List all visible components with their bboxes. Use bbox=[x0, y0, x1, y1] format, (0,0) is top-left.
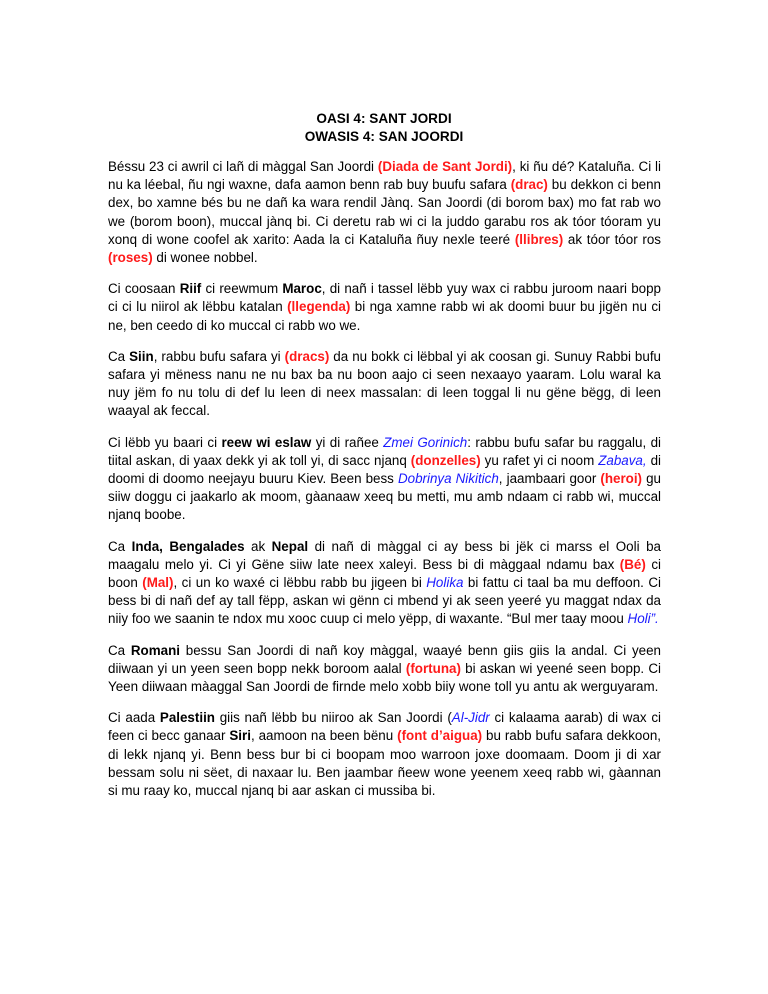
text-run: ak tóor tóor ros bbox=[563, 231, 661, 247]
highlight-term: (Diada de Sant Jordi) bbox=[377, 159, 513, 174]
text-run: yu rafet yi ci noom bbox=[480, 452, 599, 468]
bold-term: Romani bbox=[130, 642, 180, 658]
text-run: di nañ di màggal ci ay bess bi jëk ci marss el Ooli ba maagalu melo yi. Ci yi Gëne siiw late neex xaleyi. Bess bi di màggaal ndamu bax bbox=[108, 538, 661, 572]
title-block bbox=[0, 110, 768, 146]
text-run: bessu San Joordi di nañ koy màggal, waayé benn giis giis la andal. Ci yeen diiwaan yi un yeen seen bopp nekk boroom aalal bbox=[108, 642, 661, 676]
highlight-term: (dracs) bbox=[284, 348, 330, 364]
text-run: di wonee nobbel. bbox=[152, 250, 258, 266]
highlight-term: (roses) bbox=[108, 250, 153, 266]
paragraph bbox=[108, 348, 661, 421]
highlight-term: (font d’aigua) bbox=[397, 728, 483, 744]
italic-name: Zmei Gorinich bbox=[383, 434, 468, 450]
text-run: gu siiw doggu ci jaakarlo ak moom, gàanaaw xeeq bu metti, mu amb ndaam ci rabb wi, muccal njanq boobe. bbox=[108, 471, 661, 523]
bold-term: Siin bbox=[129, 348, 154, 364]
highlight-term: (donzelles) bbox=[410, 452, 481, 468]
text-run: Ci lëbb yu baari ci bbox=[108, 434, 222, 450]
text-run: di doomi di doomo neejayu buuru Kiev. Been bess bbox=[108, 452, 661, 487]
bold-term: Siri bbox=[229, 728, 251, 744]
paragraph bbox=[108, 709, 661, 800]
bold-term: Palestiin bbox=[159, 710, 215, 726]
text-run: bi askan wi yeené seen bopp. Ci Yeen diiwaan màaggal San Joordi de firnde melo xobb biiy wone toll yu antu ak werguyaram. bbox=[108, 660, 661, 695]
text-run: , ki ñu dé? Kataluña. Ci li nu ka léebal, ñu ngi waxne, dafa aamon benn rab buy buufu safara bbox=[108, 159, 661, 193]
text-run: giis nañ lëbb bu niiroo ak San Joordi ( bbox=[214, 710, 452, 726]
bold-term: reew wi eslaw bbox=[221, 434, 312, 450]
italic-name: Al-Jidr bbox=[451, 710, 490, 726]
italic-name: Holi”. bbox=[627, 611, 659, 627]
text-run: bi fattu ci taal ba mu deffoon. Ci bess bi di nañ def ay tall fëpp, askan wi gënn ci mbend yi ak seen yeeré yu maggat ndax da niiy foo we saanin te ndox mu xooc cuup ci melo yëpp, di waxante. “Bul mer taay moou bbox=[108, 575, 661, 627]
highlight-term: (drac) bbox=[510, 177, 548, 193]
text-run: bi nga xamne rabb wi ak doomi buur bu jigën nu ci ne, ben ceedo di ko muccal ci rabb wo we. bbox=[108, 299, 661, 333]
highlight-term: (fortuna) bbox=[405, 660, 461, 676]
text-run: : rabbu bufu safar bu raggalu, di tiital askan, di yaax dekk yi ak toll yi, di sacc njanq bbox=[108, 434, 661, 468]
document-body bbox=[108, 158, 661, 813]
text-run: , jaambaari goor bbox=[498, 471, 601, 487]
highlight-term: (llegenda) bbox=[287, 299, 351, 315]
text-run: ci boon bbox=[108, 556, 661, 591]
paragraph bbox=[108, 434, 661, 525]
text-run: yi di rañee bbox=[311, 434, 384, 450]
bold-term: Riif bbox=[179, 281, 202, 297]
italic-name: Zabava, bbox=[598, 452, 647, 468]
page-subtitle: OWASIS 4: SAN JOORDI bbox=[304, 129, 464, 144]
text-run: Ci aada bbox=[108, 710, 160, 726]
text-run: Ca bbox=[108, 538, 132, 554]
text-run: Ci coosaan bbox=[108, 281, 180, 297]
text-run: Ca bbox=[108, 642, 131, 658]
text-run: ci reewmum bbox=[201, 281, 283, 297]
text-run: ak bbox=[244, 538, 272, 554]
text-run: , rabbu bufu safara yi bbox=[153, 348, 285, 364]
text-run: , di nañ i tassel lëbb yuy wax ci rabbu juroom naari bopp ci ci lu niirol ak lëbbu katalan bbox=[108, 281, 662, 315]
page-title: OASI 4: SANT JORDI bbox=[316, 111, 452, 126]
text-run: , aamoon na been bënu bbox=[250, 728, 398, 744]
text-run: , ci un ko waxé ci lëbbu rabb bu jigeen bi bbox=[173, 575, 427, 591]
paragraph bbox=[108, 280, 661, 335]
bold-term: Inda, Bengalades bbox=[131, 538, 245, 554]
italic-name: Holika bbox=[426, 575, 464, 591]
bold-term: Nepal bbox=[271, 538, 309, 554]
highlight-term: (llibres) bbox=[514, 231, 564, 247]
text-run: bu rabb bufu safara dekkoon, di lekk njanq yi. Benn bess bur bi ci boopam moo warroon joxe doomaam. Doom ji di xar bessam solu ni sëet, di naxaar lu. Ben jaambar ñeew wone yeenem xeeq rabb wi, gàannan si mu raay ko, muccal njanq bi aar askan ci mussiba bi. bbox=[108, 728, 661, 799]
highlight-term: (Bé) bbox=[619, 556, 646, 572]
highlight-term: (heroi) bbox=[600, 471, 643, 487]
paragraph bbox=[108, 642, 661, 697]
paragraph bbox=[108, 158, 661, 267]
paragraph bbox=[108, 538, 661, 629]
text-run: ci kalaama aarab) di wax ci feen ci becc ganaar bbox=[108, 710, 661, 744]
highlight-term: (Mal) bbox=[142, 575, 174, 591]
text-run: Béssu 23 ci awril ci lañ di màggal San Joordi bbox=[108, 159, 378, 174]
bold-term: Maroc bbox=[282, 281, 322, 297]
text-run: Ca bbox=[108, 348, 130, 364]
text-run: bu dekkon ci benn dex, bo xamne bés bu ne dañ ka wara rendil Jànq. San Joordi (di borom bax) mo fat rab wo we (borom boon), muccal jànq bi. Ci deretu rab wi ci la juddo garabu ros ak tóor tóoram yu xonq di wone coofel ak xarito: Aada la ci Kataluña ñuy nexle teeré bbox=[108, 177, 661, 247]
italic-name: Dobrinya Nikitich bbox=[397, 471, 499, 487]
text-run: da nu bokk ci lëbbal yi ak coosan gi. Sunuy Rabbi bufu safara yi mëness nanu ne nu bax ba nu boon aajo ci seen nexaayo yaaram. Lolu waral ka nuy jëm fo nu tolu di def lu leen di neex massalan: di leen toggal li nu gëne bëgg, di leen waayal ak feccal. bbox=[108, 348, 661, 419]
